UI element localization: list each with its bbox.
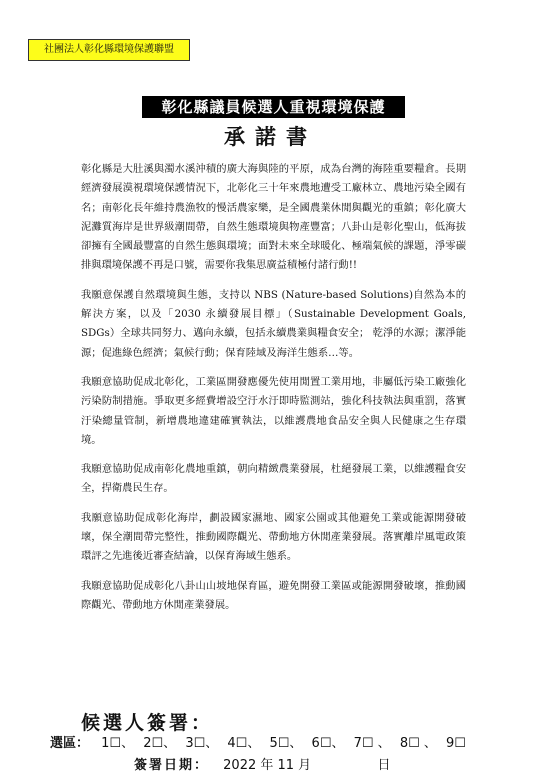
date-label: 簽署日期：: [134, 758, 210, 773]
pledge-paragraph-nbs: 我願意保護自然環境與生態，支持以 NBS (Nature-based Solutions)自然為本的解決方案，以及「2030 永續發展目標」（Sustainable Development Goals, SDGs）全球共同努力、邁向永續，包括永續農業與糧食安全； 乾淨的水源；潔淨能源；促進綠色經濟；氣候行動；保育陸域及海洋生態系…等。: [81, 288, 466, 359]
district-option-2[interactable]: 2☐、: [143, 736, 177, 751]
district-option-5[interactable]: 5☐、: [269, 736, 303, 751]
district-option-6[interactable]: 6☐、: [311, 736, 345, 751]
intro-paragraph: 彰化縣是大肚溪與濁水溪沖積的廣大海與陸的平原，成為台灣的海陸重要糧倉。長期經濟發展漠視環境保護情況下，北彰化三十年來農地遭受工廠林立、農地污染全國有名；南彰化長年維持農漁牧的慢活農家樂，是全國農業休閒與觀光的重鎮；彰化廣大泥灘質海岸是世界級潮間帶，自然生態環境與物產豐富；八卦山是彰化聖山，低海拔卻擁有全國最豐富的自然生態與環境；面對未來全球暖化、極端氣候的課題，淨零碳排與環境保護不再是口號，需要你我集思廣益積極付諸行動!!: [81, 163, 466, 272]
document-banner: 彰化縣議員候選人重視環境保護: [142, 96, 405, 118]
date-year-month: 2022 年 11 月: [223, 758, 312, 773]
organization-badge: 社團法人彰化縣環境保護聯盟: [28, 39, 190, 61]
district-selection: [50, 735, 510, 753]
district-label: 選區：: [50, 736, 90, 751]
signing-date: [134, 757, 390, 775]
pledge-paragraph-coast: 我願意協助促成彰化海岸，劃設國家濕地、國家公園或其他避免工業或能源開發破壞，保全潮間帶完整性，推動國際觀光、帶動地方休閒產業發展。落實離岸風電政策環評之先進後近審查結論，以保育海域生態系。: [81, 511, 466, 563]
pledge-paragraph-bagua: 我願意協助促成彰化八卦山山坡地保育區，避免開發工業區或能源開發破壞，推動國際觀光、帶動地方休閒產業發展。: [81, 579, 466, 611]
pledge-body: [81, 160, 466, 625]
district-option-1[interactable]: 1☐、: [101, 736, 135, 751]
district-option-7[interactable]: 7☐ 、: [353, 736, 391, 751]
pledge-paragraph-north: 我願意協助促成北彰化，工業區開發應優先使用閒置工業用地，非屬低污染工廠強化污染防制措施。爭取更多經費增設空汙水汙即時監測站，強化科技執法與重罰，落實汙染總量管制，新增農地違建確實執法，以維護農地食品安全與人民健康之生存環境。: [81, 375, 466, 446]
date-day-unit: 日: [377, 758, 391, 773]
district-option-3[interactable]: 3☐、: [185, 736, 219, 751]
district-option-4[interactable]: 4☐、: [227, 736, 261, 751]
candidate-signature-label: 候選人簽署：: [81, 712, 214, 734]
pledge-paragraph-south: 我願意協助促成南彰化農地重鎮，朝向精緻農業發展，杜絕發展工業，以維護糧食安全，捍衛農民生存。: [81, 463, 466, 495]
document-title: 承諾書: [224, 124, 317, 149]
district-option-8[interactable]: 8☐ 、: [399, 736, 437, 751]
district-option-9[interactable]: 9☐: [446, 736, 466, 751]
